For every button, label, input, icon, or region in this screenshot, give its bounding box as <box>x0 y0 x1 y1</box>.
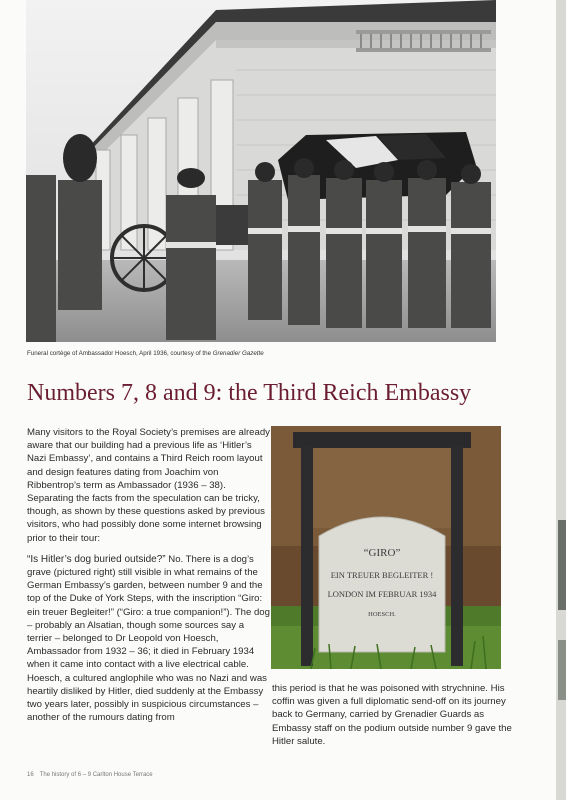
page-edge-strip <box>556 0 566 800</box>
paragraph-coffin: this period is that he was poisoned with strychnine. His coffin was given a full diplomatic send-off on its journey back to Germany, carried by Grenadier Guards as Embassy staff on the podium outside number 9 gave the Hitler salute. <box>272 683 512 747</box>
gravestone-line-4: HOESCH. <box>368 611 396 618</box>
article-column-right <box>272 682 512 748</box>
article-column-left <box>27 426 271 732</box>
page-number: 16 <box>27 772 34 778</box>
question-text: “Is Hitler’s dog buried outside?” <box>27 553 166 565</box>
edge-mark <box>558 640 566 700</box>
edge-mark <box>558 520 566 610</box>
publication-title: The history of 6 – 9 Carlton House Terrace <box>39 772 153 778</box>
caption-text: Funeral cortège of Ambassador Hoesch, April 1936, courtesy of the <box>27 350 213 357</box>
gravestone-line-1: “GIRO” <box>363 547 401 559</box>
paragraph-intro: Many visitors to the Royal Society’s premises are already aware that our building had a previous life as ‘Hitler’s Nazi Embassy’, and contains a Third Reich room layout and design features dating from Joachim von Ribbentrop’s term as Ambassador (1936 – 38). Separating the facts from the speculation can be tricky, though, as shown by these questions asked by previous visitors, who had possibly done some internet browsing prior to their tour: <box>27 427 270 544</box>
caption-source: Grenadier Gazette <box>212 350 264 357</box>
gravestone-line-2: EIN TREUER BEGLEITER ! <box>330 570 434 580</box>
gravestone-line-3: LONDON IM FEBRUAR 1934 <box>327 589 437 599</box>
answer-text: No. There is a dog’s grave (pictured right) still visible in what remains of the German Embassy’s garden, between number 9 and the top of the Duke of York Steps, with the inscription “Giro: ein treuer Begleiter!” (“Giro: a true companion!”). The dog – probably an Alsatian, though some sources say a terrier – belonged to Dr Leopold von Hoesch, Ambassador from 1932 – 36; it died in February 1934 when it came into contact with a live electrical cable. Hoesch, a cultured anglophile who was no Nazi and was heartily disliked by Hitler, died suddenly at the Embassy two years later, possibly in suspicious circumstances – another of the rumours dating from <box>27 553 270 724</box>
funeral-photo <box>26 0 496 342</box>
page-footer <box>27 772 159 778</box>
paragraph-dog-grave <box>27 553 271 725</box>
section-heading: Numbers 7, 8 and 9: the Third Reich Embassy <box>27 380 472 406</box>
photo-caption <box>27 350 497 357</box>
dog-grave-photo <box>271 426 501 669</box>
